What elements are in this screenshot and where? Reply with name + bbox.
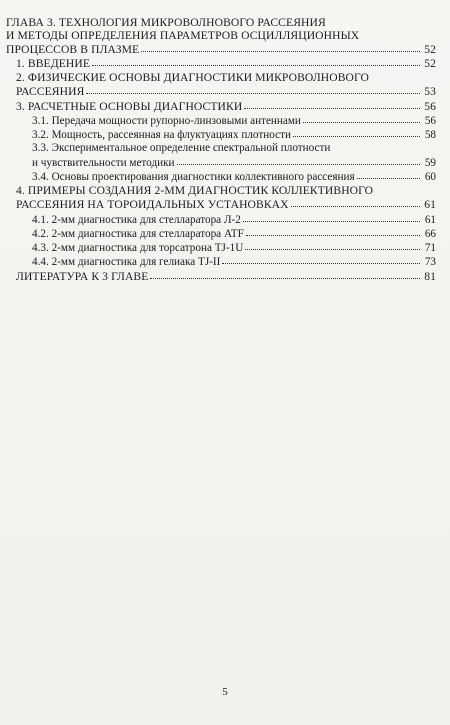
toc-entry-3[interactable] <box>16 100 436 113</box>
toc-entry-3-1[interactable] <box>32 114 436 128</box>
chapter-title-line-1: ГЛАВА 3. ТЕХНОЛОГИЯ МИКРОВОЛНОВОГО РАССЕЯНИЯ <box>6 16 326 29</box>
toc-entry-3-4[interactable] <box>32 170 436 184</box>
toc-entry-label: 4.4. 2-мм диагностика для гелиака TJ-II <box>32 256 221 268</box>
dot-leader <box>243 212 420 222</box>
dot-leader <box>291 197 420 207</box>
toc-entry-label: РАССЕЯНИЯ <box>16 85 85 98</box>
toc-entry-1[interactable] <box>16 57 436 70</box>
page-ref: 59 <box>424 157 436 169</box>
toc-entry-4[interactable] <box>16 198 436 211</box>
toc-entry-label: 1. ВВЕДЕНИЕ <box>16 57 91 70</box>
page-ref: 60 <box>424 171 436 183</box>
toc-entry-label: 3.4. Основы проектирования диагностики коллективного рассеяния <box>32 171 355 183</box>
toc-entry-label: и чувствительности методики <box>32 157 175 169</box>
dot-leader <box>141 42 420 52</box>
dot-leader <box>293 127 420 137</box>
toc-entry-4-4[interactable] <box>32 255 436 269</box>
toc-entry-4-3[interactable] <box>32 241 436 255</box>
toc-entry-label: РАССЕЯНИЯ НА ТОРОИДАЛЬНЫХ УСТАНОВКАХ <box>16 198 289 211</box>
page-ref: 56 <box>424 115 436 127</box>
toc-entry-3-3[interactable] <box>32 156 436 170</box>
page-ref: 61 <box>424 214 436 226</box>
toc-entry-chapter-3[interactable] <box>6 43 436 56</box>
toc-entry-2-line-1: 2. ФИЗИЧЕСКИЕ ОСНОВЫ ДИАГНОСТИКИ МИКРОВОЛНОВОГО <box>16 71 370 84</box>
dot-leader <box>222 254 420 264</box>
dot-leader <box>150 269 420 279</box>
dot-leader <box>303 113 420 123</box>
toc-entry-3-3-line-1: 3.3. Экспериментальное определение спектральной плотности <box>32 142 331 154</box>
page-ref: 81 <box>424 270 436 283</box>
toc-entry-label: 3.2. Мощность, рассеянная на флуктуациях плотности <box>32 129 291 141</box>
page-ref: 56 <box>424 100 436 113</box>
toc-entry-4-line-1: 4. ПРИМЕРЫ СОЗДАНИЯ 2-ММ ДИАГНОСТИК КОЛЛЕКТИВНОГО <box>16 184 374 197</box>
page-number: 5 <box>222 686 228 698</box>
toc-entry-4-1[interactable] <box>32 213 436 227</box>
dot-leader <box>357 169 420 179</box>
page-ref: 66 <box>424 228 436 240</box>
page-ref: 71 <box>424 242 436 254</box>
toc-entry-4-2[interactable] <box>32 227 436 241</box>
dot-leader <box>86 84 420 94</box>
toc-entry-label: 4.1. 2-мм диагностика для стелларатора Л-2 <box>32 214 241 226</box>
chapter-title-line-2: И МЕТОДЫ ОПРЕДЕЛЕНИЯ ПАРАМЕТРОВ ОСЦИЛЛЯЦИОННЫХ <box>6 29 360 42</box>
dot-leader <box>244 99 420 109</box>
toc-entry-label: 4.3. 2-мм диагностика для торсатрона TJ-1U <box>32 242 244 254</box>
dot-leader <box>246 226 420 236</box>
toc-entry-3-2[interactable] <box>32 128 436 142</box>
toc-entry-2[interactable] <box>16 85 436 98</box>
page-ref: 52 <box>424 57 436 70</box>
dot-leader <box>92 56 420 66</box>
page-ref: 61 <box>424 198 436 211</box>
toc-entry-label: 3. РАСЧЕТНЫЕ ОСНОВЫ ДИАГНОСТИКИ <box>16 100 243 113</box>
toc-entry-literature[interactable] <box>16 270 436 283</box>
page-ref: 53 <box>424 85 436 98</box>
toc-entry-label: ЛИТЕРАТУРА К 3 ГЛАВЕ <box>16 270 149 283</box>
page-ref: 58 <box>424 129 436 141</box>
toc-entry-label: 3.1. Передача мощности рупорно-линзовыми антеннами <box>32 115 301 127</box>
toc-entry-label: 4.2. 2-мм диагностика для стелларатора ATF <box>32 228 244 240</box>
dot-leader <box>245 240 420 250</box>
page-ref: 73 <box>424 256 436 268</box>
chapter-title-line-3: ПРОЦЕССОВ В ПЛАЗМЕ <box>6 43 140 56</box>
page-ref: 52 <box>424 43 436 56</box>
dot-leader <box>177 155 420 165</box>
